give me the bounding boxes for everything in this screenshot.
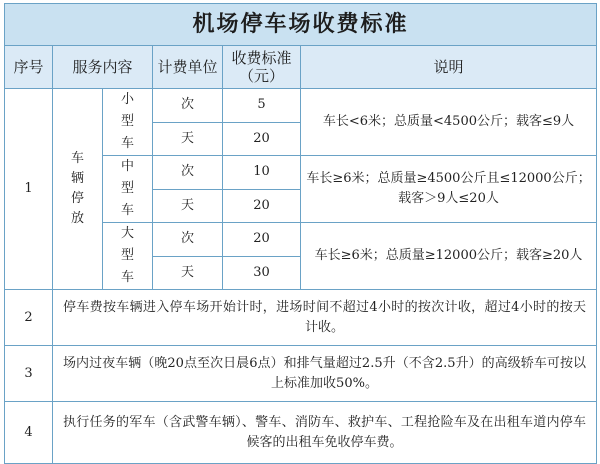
vehicle-size-label: 大型车 bbox=[121, 226, 135, 285]
note-text: 执行任务的军车（含武警车辆）、警车、消防车、救护车、工程抢险车及在出租车道内停车候客的出租车免收停车费。 bbox=[53, 402, 597, 464]
rate-cell: 30 bbox=[223, 256, 301, 290]
vehicle-size-label: 小型车 bbox=[121, 92, 135, 151]
row-seq: 4 bbox=[5, 402, 53, 464]
unit-cell: 天 bbox=[153, 122, 223, 156]
unit-cell: 天 bbox=[153, 256, 223, 290]
header-service: 服务内容 bbox=[53, 46, 153, 89]
rate-cell: 20 bbox=[223, 122, 301, 156]
vehicle-description: 车长≥6米；总质量≥4500公斤且≤12000公斤；载客＞9人≤20人 bbox=[301, 156, 597, 223]
vehicle-size-label: 中型车 bbox=[121, 159, 135, 218]
rate-cell: 10 bbox=[223, 156, 301, 190]
unit-cell: 次 bbox=[153, 223, 223, 257]
header-rate: 收费标准（元） bbox=[223, 46, 301, 89]
table-row bbox=[5, 290, 597, 346]
row-seq: 3 bbox=[5, 346, 53, 402]
vehicle-description: 车长≥6米；总质量≥12000公斤；载客≥20人 bbox=[301, 223, 597, 290]
table-title: 机场停车场收费标准 bbox=[5, 4, 597, 46]
rate-cell: 20 bbox=[223, 189, 301, 223]
vehicle-size-cell bbox=[103, 89, 153, 156]
table-row bbox=[5, 346, 597, 402]
service-cell bbox=[53, 89, 103, 290]
unit-cell: 次 bbox=[153, 156, 223, 190]
rate-cell: 5 bbox=[223, 89, 301, 123]
row-seq: 1 bbox=[5, 89, 53, 290]
service-label: 车辆停放 bbox=[71, 151, 85, 226]
rate-cell: 20 bbox=[223, 223, 301, 257]
vehicle-description: 车长<6米；总质量<4500公斤；载客≤9人 bbox=[301, 89, 597, 156]
header-note: 说明 bbox=[301, 46, 597, 89]
note-text: 停车费按车辆进入停车场开始计时，进场时间不超过4小时的按次计收，超过4小时的按天计收。 bbox=[53, 290, 597, 346]
row-seq: 2 bbox=[5, 290, 53, 346]
unit-cell: 次 bbox=[153, 89, 223, 123]
vehicle-size-cell bbox=[103, 156, 153, 223]
table-row bbox=[5, 402, 597, 464]
vehicle-size-cell bbox=[103, 223, 153, 290]
header-unit: 计费单位 bbox=[153, 46, 223, 89]
unit-cell: 天 bbox=[153, 189, 223, 223]
header-seq: 序号 bbox=[5, 46, 53, 89]
table-row bbox=[5, 89, 597, 123]
parking-fee-table bbox=[4, 3, 597, 464]
note-text: 场内过夜车辆（晚20点至次日晨6点）和排气量超过2.5升（不含2.5升）的高级轿车可按以上标准加收50%。 bbox=[53, 346, 597, 402]
